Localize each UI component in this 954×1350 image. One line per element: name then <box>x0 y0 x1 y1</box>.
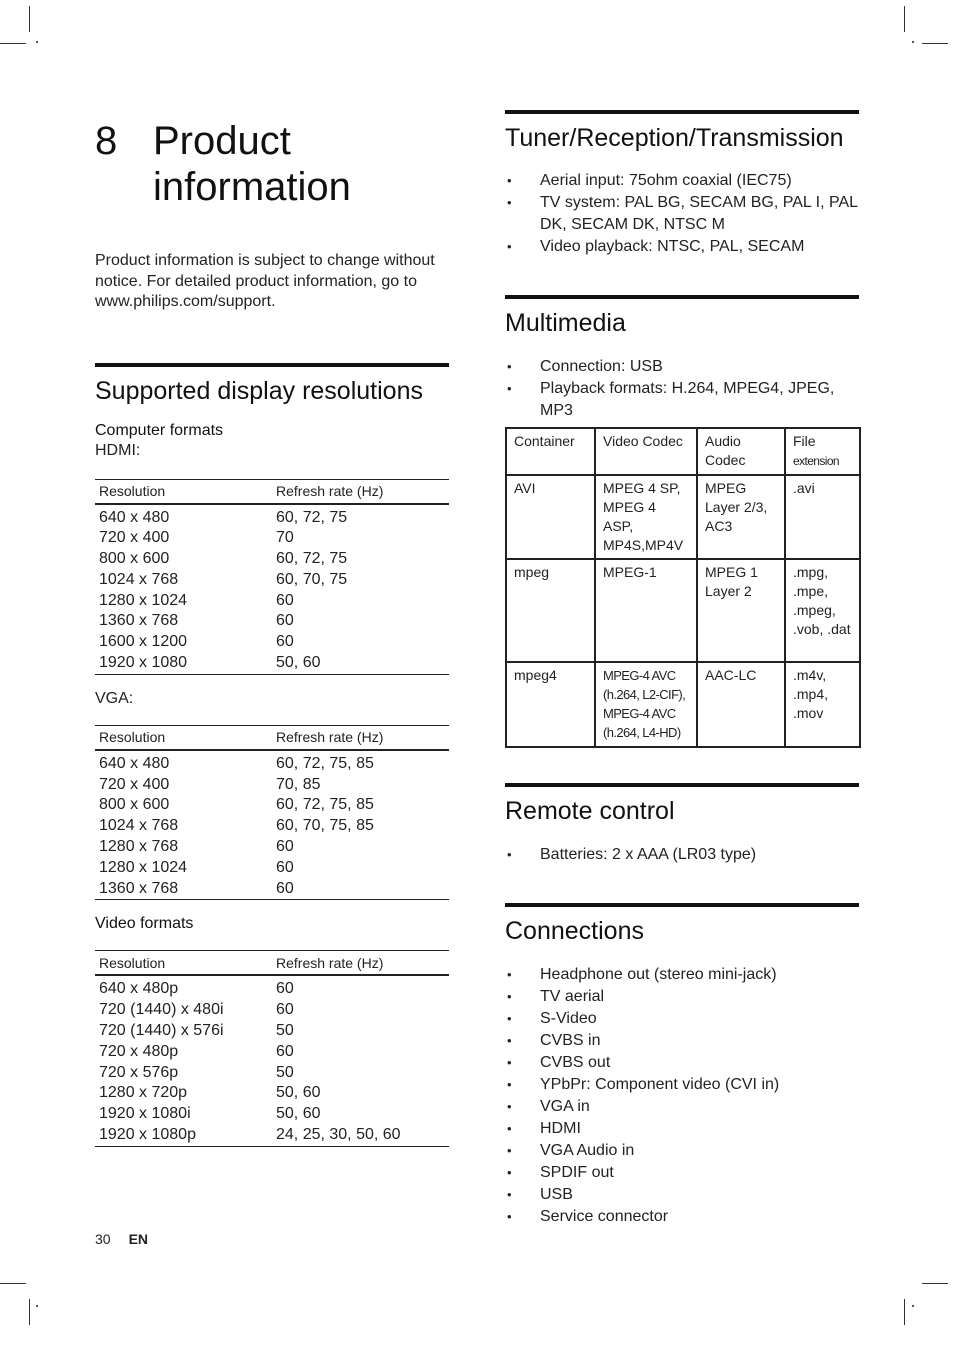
resolution-cell: 720 x 400 <box>99 529 170 547</box>
resolution-cell: 1360 x 768 <box>95 879 272 900</box>
list-item: • USB <box>505 1184 859 1206</box>
crop-mark <box>0 1283 26 1284</box>
multimedia-list <box>505 356 859 422</box>
tuner-list <box>505 170 859 258</box>
table-row <box>95 795 449 816</box>
refresh-rate-cell: 60, 72, 75, 85 <box>276 796 374 814</box>
page-number: 30 <box>95 1231 111 1247</box>
resolution-cell: 640 x 480 <box>99 754 170 772</box>
vga-resolution-table <box>95 725 449 901</box>
col-resolution: Resolution <box>95 479 272 504</box>
resolution-cell: 640 x 480 <box>99 508 170 526</box>
vga-label: VGA: <box>95 689 134 707</box>
section-heading-tuner: Tuner/Reception/Transmission <box>505 110 859 153</box>
audio-codec-cell: AAC-LC <box>697 662 785 747</box>
refresh-rate-cell: 60 <box>276 633 294 651</box>
list-item: • VGA Audio in <box>505 1140 859 1162</box>
table-row <box>95 1021 449 1042</box>
header-file: File <box>793 433 816 449</box>
resolution-cell: 720 (1440) x 576i <box>99 1022 224 1040</box>
crop-mark <box>922 1283 948 1284</box>
refresh-rate-cell: 60, 70, 75, 85 <box>276 817 374 835</box>
resolution-cell: 1360 x 768 <box>99 612 179 630</box>
list-item: • SPDIF out <box>505 1162 859 1184</box>
crop-dot <box>912 1305 914 1307</box>
refresh-rate-cell: 50 <box>276 1063 294 1081</box>
computer-formats-label: Computer formats <box>95 421 224 439</box>
video-formats-label: Video formats <box>95 915 194 933</box>
refresh-rate-cell: 60, 72, 75 <box>276 508 348 526</box>
remote-list <box>505 844 859 866</box>
section-heading-connections: Connections <box>505 903 859 946</box>
resolution-cell: 640 x 480p <box>99 980 179 998</box>
col-resolution: Resolution <box>95 951 272 976</box>
table-row <box>95 591 449 612</box>
refresh-rate-cell: 60, 72, 75, 85 <box>276 754 374 772</box>
resolution-cell: 1600 x 1200 <box>99 633 188 651</box>
refresh-rate-cell: 50, 60 <box>276 1084 321 1102</box>
table-row <box>95 1000 449 1021</box>
refresh-rate-cell: 60 <box>276 858 294 876</box>
header-video-codec: Video Codec <box>595 428 697 475</box>
right-column <box>505 110 859 1228</box>
table-row <box>95 775 449 796</box>
multimedia-table <box>505 427 861 748</box>
resolution-cell: 800 x 600 <box>99 796 170 814</box>
header-container: Container <box>506 428 595 475</box>
table-row <box>95 1125 449 1146</box>
header-extension: extension <box>793 454 839 468</box>
hdmi-resolution-table <box>95 479 449 675</box>
refresh-rate-cell: 60 <box>276 980 294 998</box>
container-cell: mpeg <box>506 559 595 662</box>
table-row <box>95 653 449 674</box>
table-row <box>506 475 860 559</box>
file-extension-cell: .mpg, .mpe, .mpeg, .vob, .dat <box>785 559 860 662</box>
table-row <box>506 559 860 662</box>
refresh-rate-cell: 50, 60 <box>276 1105 321 1123</box>
table-row <box>95 528 449 549</box>
table-row <box>95 611 449 632</box>
list-item: • Playback formats: H.264, MPEG4, JPEG, MP3 <box>505 378 859 422</box>
header-file-extension <box>785 428 860 475</box>
left-column <box>95 110 449 1147</box>
table-row <box>95 816 449 837</box>
refresh-rate-cell: 50, 60 <box>272 653 449 674</box>
list-item: • Batteries: 2 x AAA (LR03 type) <box>505 844 859 866</box>
table-row <box>95 750 449 775</box>
section-heading-multimedia: Multimedia <box>505 295 859 338</box>
crop-mark <box>904 6 905 32</box>
refresh-rate-cell: 60, 70, 75 <box>276 570 348 588</box>
video-resolution-table <box>95 950 449 1146</box>
video-codec-cell: MPEG 4 SP, MPEG 4 ASP, MP4S,MP4V <box>595 475 697 559</box>
refresh-rate-cell: 70, 85 <box>276 775 321 793</box>
resolution-cell: 1920 x 1080 <box>95 653 272 674</box>
refresh-rate-cell: 60 <box>276 612 294 630</box>
page-footer <box>95 1231 148 1247</box>
container-cell: AVI <box>506 475 595 559</box>
table-row <box>95 837 449 858</box>
hdmi-label: HDMI: <box>95 441 141 459</box>
audio-codec-cell: MPEG Layer 2/3, AC3 <box>697 475 785 559</box>
refresh-rate-cell: 60, 72, 75 <box>276 550 348 568</box>
table-row <box>95 1042 449 1063</box>
list-item: • CVBS in <box>505 1030 859 1052</box>
list-item: • Video playback: NTSC, PAL, SECAM <box>505 236 859 258</box>
connections-list <box>505 964 859 1228</box>
resolution-cell: 720 x 480p <box>99 1042 179 1060</box>
table-row <box>95 1063 449 1084</box>
col-refresh: Refresh rate (Hz) <box>272 951 449 976</box>
refresh-rate-cell: 24, 25, 30, 50, 60 <box>272 1125 449 1146</box>
refresh-rate-cell: 60 <box>276 838 294 856</box>
list-item: • Service connector <box>505 1206 859 1228</box>
list-item: • TV system: PAL BG, SECAM BG, PAL I, PAL DK, SECAM DK, NTSC M <box>505 192 859 236</box>
resolution-cell: 720 (1440) x 480i <box>99 1001 224 1019</box>
col-refresh: Refresh rate (Hz) <box>272 725 449 750</box>
list-item: • Aerial input: 75ohm coaxial (IEC75) <box>505 170 859 192</box>
resolution-cell: 1024 x 768 <box>99 817 179 835</box>
table-row <box>95 549 449 570</box>
audio-codec-cell: MPEG 1 Layer 2 <box>697 559 785 662</box>
crop-dot <box>36 41 38 43</box>
table-row <box>95 975 449 1000</box>
table-row <box>95 504 449 529</box>
resolution-cell: 1280 x 1024 <box>99 858 188 876</box>
refresh-rate-cell: 50 <box>276 1022 294 1040</box>
list-item: • TV aerial <box>505 986 859 1008</box>
refresh-rate-cell: 70 <box>276 529 294 547</box>
container-cell: mpeg4 <box>506 662 595 747</box>
list-item: • Connection: USB <box>505 356 859 378</box>
resolution-cell: 1024 x 768 <box>99 570 179 588</box>
file-extension-cell: .m4v, .mp4, .mov <box>785 662 860 747</box>
video-codec-cell: MPEG-4 AVC (h.264, L2-CIF), MPEG-4 AVC (h.264, L4-HD) <box>595 662 697 747</box>
table-row <box>95 1104 449 1125</box>
table-row <box>95 858 449 879</box>
col-resolution: Resolution <box>95 725 272 750</box>
list-item: • VGA in <box>505 1096 859 1118</box>
section-heading-remote: Remote control <box>505 783 859 826</box>
table-row <box>95 1083 449 1104</box>
resolution-cell: 720 x 400 <box>99 775 170 793</box>
refresh-rate-cell: 60 <box>276 1001 294 1019</box>
resolution-cell: 1280 x 768 <box>99 838 179 856</box>
col-refresh: Refresh rate (Hz) <box>272 479 449 504</box>
video-codec-cell: MPEG-1 <box>595 559 697 662</box>
list-item: • HDMI <box>505 1118 859 1140</box>
file-extension-cell: .avi <box>785 475 860 559</box>
crop-dot <box>912 41 914 43</box>
header-audio-codec: Audio Codec <box>697 428 785 475</box>
crop-mark <box>29 1299 30 1325</box>
resolution-cell: 800 x 600 <box>99 550 170 568</box>
table-row <box>506 662 860 747</box>
refresh-rate-cell: 60 <box>276 1042 294 1060</box>
section-heading-display: Supported display resolutions <box>95 363 449 406</box>
list-item: • S-Video <box>505 1008 859 1030</box>
list-item: • Headphone out (stereo mini-jack) <box>505 964 859 986</box>
resolution-cell: 1280 x 720p <box>99 1084 188 1102</box>
table-row <box>95 632 449 653</box>
crop-mark <box>904 1299 905 1325</box>
chapter-number: 8 <box>95 119 118 163</box>
crop-mark <box>922 43 948 44</box>
list-item: • YPbPr: Component video (CVI in) <box>505 1074 859 1096</box>
resolution-cell: 1920 x 1080i <box>99 1105 191 1123</box>
list-item: • CVBS out <box>505 1052 859 1074</box>
table-header-row <box>506 428 860 475</box>
chapter-heading <box>95 118 449 210</box>
table-row <box>95 879 449 900</box>
crop-mark <box>0 43 26 44</box>
chapter-title: Product information <box>153 119 351 209</box>
resolution-cell: 1920 x 1080p <box>95 1125 272 1146</box>
resolution-cell: 1280 x 1024 <box>99 591 188 609</box>
crop-dot <box>36 1305 38 1307</box>
resolution-cell: 720 x 576p <box>99 1063 179 1081</box>
table-row <box>95 570 449 591</box>
intro-text: Product information is subject to change without notice. For detailed product information, go to www.philips.com/support. <box>95 252 435 310</box>
language-code: EN <box>128 1231 149 1247</box>
refresh-rate-cell: 60 <box>272 879 449 900</box>
crop-mark <box>29 6 30 32</box>
refresh-rate-cell: 60 <box>276 591 294 609</box>
